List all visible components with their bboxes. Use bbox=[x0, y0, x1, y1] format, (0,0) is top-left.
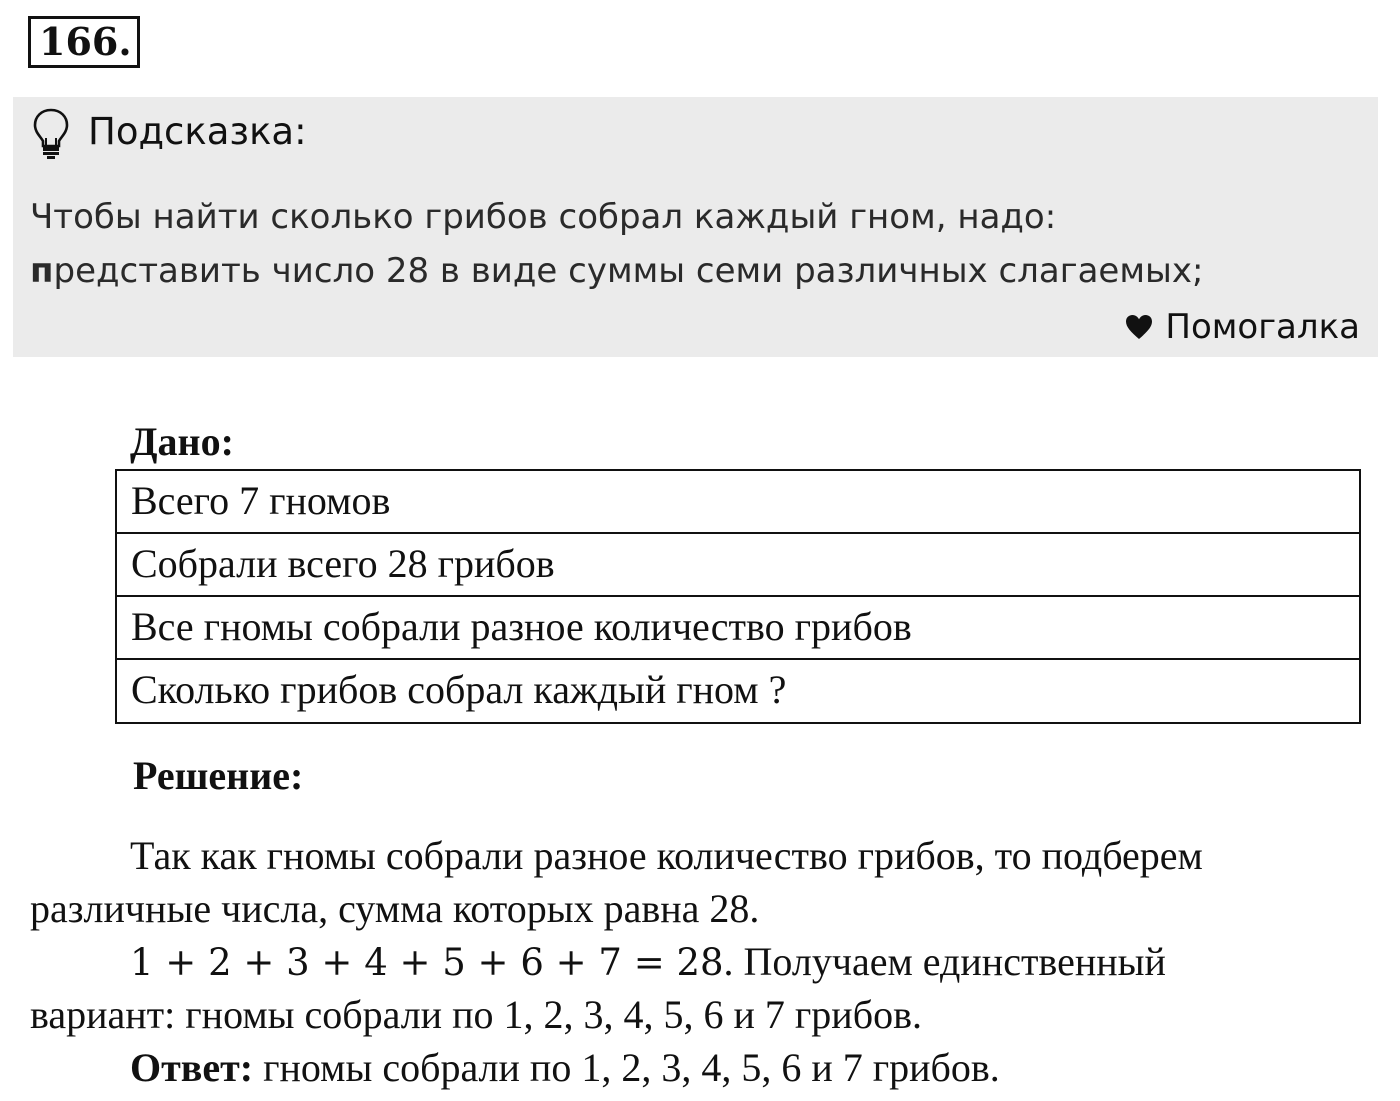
helper-label[interactable]: Помогалка bbox=[1165, 307, 1360, 347]
given-table bbox=[115, 469, 1361, 724]
helper-link[interactable] bbox=[1125, 305, 1360, 349]
answer-text: гномы собрали по 1, 2, 3, 4, 5, 6 и 7 грибов. bbox=[253, 1045, 1000, 1090]
solution-paragraph-2-rest: . Получаем единственный bbox=[723, 939, 1166, 984]
equation: 1 + 2 + 3 + 4 + 5 + 6 + 7 = 28 bbox=[130, 941, 724, 984]
heart-icon bbox=[1125, 314, 1153, 340]
given-row: Всего 7 гномов bbox=[117, 471, 1359, 534]
solution-paragraph-1-line-2: различные числа, сумма которых равна 28. bbox=[30, 886, 760, 931]
hint-line-2-first-letter: п bbox=[30, 251, 54, 291]
solution-paragraph-1-line-1: Так как гномы собрали разное количество грибов, то подберем bbox=[130, 833, 1203, 878]
hint-text-line-2 bbox=[30, 249, 1203, 293]
hint-panel bbox=[13, 97, 1378, 357]
answer-label: Ответ: bbox=[130, 1045, 254, 1090]
hint-line-2-rest: редставить число 28 в виде суммы семи различных слагаемых; bbox=[53, 251, 1204, 291]
lightbulb-icon bbox=[31, 107, 71, 161]
given-row: Все гномы собрали разное количество грибов bbox=[117, 597, 1359, 660]
given-title: Дано: bbox=[130, 419, 234, 464]
answer-line bbox=[130, 1042, 1000, 1094]
hint-title: Подсказка: bbox=[88, 110, 307, 153]
given-row: Сколько грибов собрал каждый гном ? bbox=[131, 667, 787, 712]
solution-paragraph-2-line-2: вариант: гномы собрали по 1, 2, 3, 4, 5, 6 и 7 грибов. bbox=[30, 992, 922, 1037]
hint-text-line-1: Чтобы найти сколько грибов собрал каждый гном, надо: bbox=[30, 197, 1057, 237]
solution-title: Решение: bbox=[133, 753, 304, 798]
solution-paragraph-2-line-1 bbox=[130, 936, 1166, 989]
task-number: 166. bbox=[28, 16, 140, 68]
given-row: Собрали всего 28 грибов bbox=[117, 534, 1359, 597]
